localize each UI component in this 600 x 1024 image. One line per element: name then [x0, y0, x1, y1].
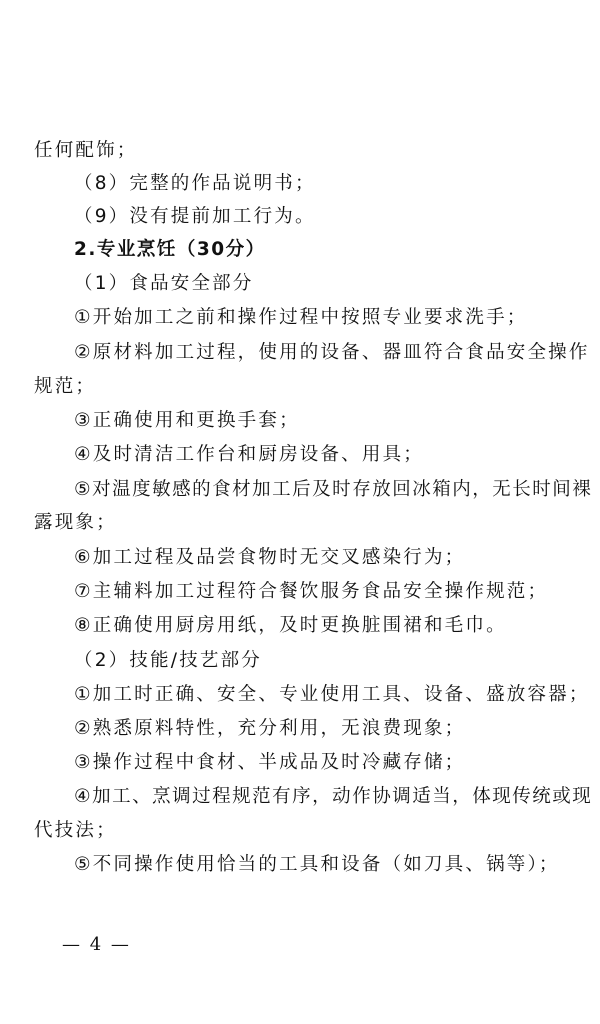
list-item: ④加工、烹调过程规范有序，动作协调适当，体现传统或现 — [74, 786, 593, 807]
list-item-continuation: 露现象； — [34, 512, 117, 533]
list-item: ③正确使用和更换手套； — [74, 410, 300, 431]
list-item: （9）没有提前加工行为。 — [74, 206, 316, 227]
list-item: ①开始加工之前和操作过程中按照专业要求洗手； — [74, 307, 528, 328]
list-item: ④及时清洁工作台和厨房设备、用具； — [74, 444, 424, 465]
list-item: ⑧正确使用厨房用纸，及时更换脏围裙和毛巾。 — [74, 615, 507, 636]
list-item: ⑤对温度敏感的食材加工后及时存放回冰箱内，无长时间裸 — [74, 479, 593, 500]
list-item-continuation: 代技法； — [34, 820, 117, 841]
list-item: ⑤不同操作使用恰当的工具和设备（如刀具、锅等）； — [74, 854, 560, 875]
section-heading: 2.专业烹饪（30分） — [74, 239, 266, 260]
list-item-continuation: 规范； — [34, 376, 97, 397]
list-item: （8）完整的作品说明书； — [74, 173, 316, 194]
text-line: 任何配饰； — [34, 140, 138, 161]
subsection-heading: （2）技能/技艺部分 — [74, 650, 263, 671]
list-item: ③操作过程中食材、半成品及时冷藏存储； — [74, 752, 466, 773]
list-item: ②熟悉原料特性，充分利用，无浪费现象； — [74, 718, 466, 739]
list-item: ⑦主辅料加工过程符合餐饮服务食品安全操作规范； — [74, 581, 549, 602]
page-number: — 4 — — [62, 934, 131, 955]
subsection-heading: （1）食品安全部分 — [74, 273, 254, 294]
list-item: ⑥加工过程及品尝食物时无交叉感染行为； — [74, 547, 466, 568]
list-item: ①加工时正确、安全、专业使用工具、设备、盛放容器； — [74, 684, 590, 705]
list-item: ②原材料加工过程，使用的设备、器皿符合食品安全操作 — [74, 342, 590, 363]
